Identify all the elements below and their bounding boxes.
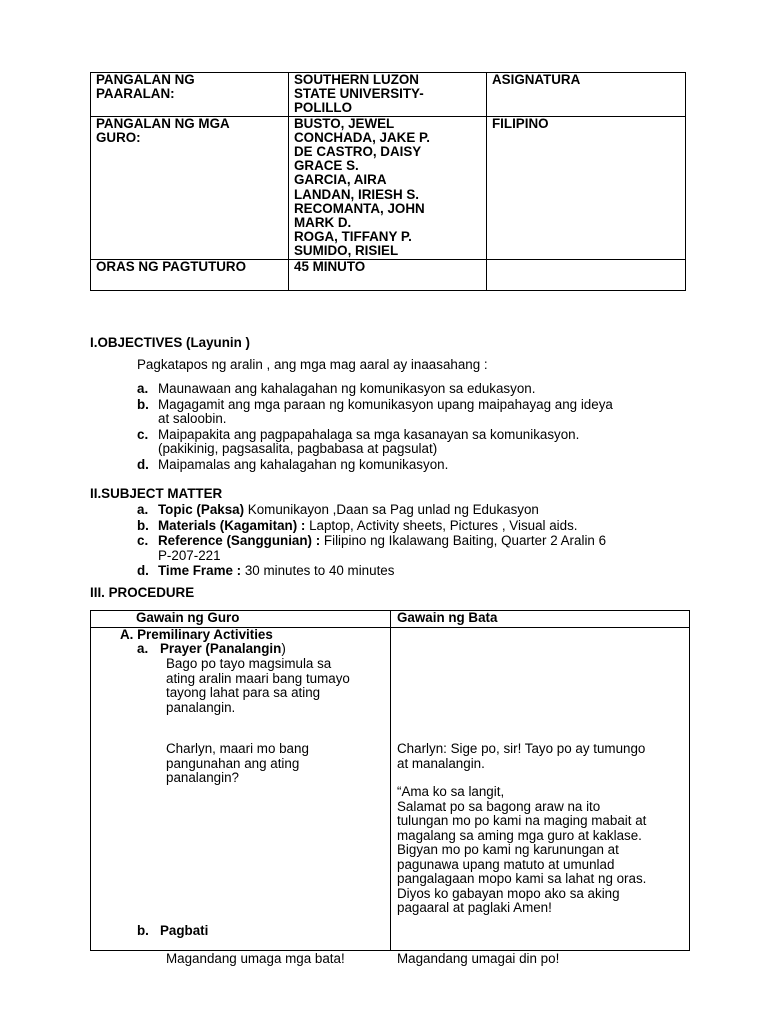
teacher-name: GRACE S. — [294, 158, 359, 174]
teacher-name: MARK D. — [294, 215, 352, 231]
list-marker: b. — [137, 396, 149, 412]
objectives-intro: Pagkatapos ng aralin , ang mga mag aaral ay inaasahang : — [137, 357, 488, 372]
student-prayer — [397, 785, 646, 916]
item-text: Komunikayon ,Daan sa Pag unlad ng Edukasyon — [244, 502, 539, 517]
list-text: Maipapakita ang pagpapahalaga sa mga kasanayan sa komunikasyon. — [158, 426, 580, 442]
list-item — [137, 519, 697, 534]
list-item — [137, 503, 697, 518]
teacher-name: DE CASTRO, DAISY — [294, 144, 422, 160]
text-line: Diyos ko gabayan mopo ako sa aking — [397, 885, 620, 901]
text-line: “Ama ko sa langit, — [397, 784, 505, 799]
item-text-cont: P-207-221 — [158, 547, 221, 563]
teachers-cell — [289, 116, 487, 259]
list-item — [137, 398, 697, 427]
item-label: Time Frame : — [158, 563, 242, 578]
school-label: PAARALAN: — [96, 86, 175, 102]
list-marker: a. — [137, 381, 149, 396]
time-label-cell — [91, 259, 289, 290]
text-line: Charlyn, maari mo bang — [166, 741, 309, 756]
teacher-name: ROGA, TIFFANY P. — [294, 229, 412, 245]
teacher-name: LANDAN, IRIESH S. — [294, 186, 419, 202]
subject-cell — [487, 116, 686, 259]
school-name: POLILLO — [294, 100, 353, 116]
school-label: PANGALAN NG — [96, 72, 195, 87]
student-greeting: Magandang umagai din po! — [397, 951, 560, 966]
prayer-label: Prayer (Panalangin — [160, 641, 282, 656]
teacher-prayer-intro — [166, 657, 350, 715]
teacher-activity-cell — [91, 627, 391, 966]
text-line: at manalangin. — [397, 755, 485, 771]
teacher-name: BUSTO, JEWEL — [294, 115, 395, 131]
item-text: Filipino ng Ikalawang Baiting, Quarter 2 Aralin 6 — [320, 533, 607, 548]
text-line: panalangin? — [166, 770, 239, 785]
teachers-label: GURO: — [96, 129, 141, 145]
section-a-title: A. Premilinary Activities — [120, 627, 273, 642]
school-name-cell — [289, 73, 487, 117]
text-line: Charlyn: Sige po, sir! Tayo po ay tumungo — [397, 741, 646, 756]
list-text: Maipamalas ang kahalagahan ng komunikasyon. — [158, 456, 449, 472]
prayer-heading — [160, 642, 286, 657]
prayer-paren: ) — [281, 641, 286, 656]
teachers-label-cell — [91, 116, 289, 259]
empty-cell — [487, 259, 686, 290]
text-line: tayong lahat para sa ating — [166, 685, 321, 700]
student-reply — [397, 742, 645, 771]
subject-value: FILIPINO — [492, 115, 549, 131]
item-text: 30 minutes to 40 minutes — [241, 563, 395, 578]
text-line: Bago po tayo magsimula sa — [166, 656, 332, 671]
subject-label: ASIGNATURA — [492, 72, 581, 87]
col-header-student: Gawain ng Bata — [391, 611, 690, 628]
list-text: at saloobin. — [158, 411, 227, 426]
list-text: Maunawaan ang kahalagahan ng komunikasyon sa edukasyon. — [158, 381, 536, 396]
text-line: Bigyan mo po kami ng karunungan at — [397, 842, 619, 857]
list-marker: a. — [137, 502, 149, 517]
procedure-heading: III. PROCEDURE — [90, 585, 195, 600]
item-label: Topic (Paksa) — [158, 502, 245, 517]
text-line: panalangin. — [166, 699, 236, 715]
teacher-greeting: Magandang umaga mga bata! — [166, 951, 345, 966]
school-label-cell — [91, 73, 289, 117]
list-item — [137, 564, 697, 579]
teachers-label: PANGALAN NG MGA — [96, 115, 230, 131]
list-marker: b. — [137, 517, 149, 533]
teacher-prayer-request — [166, 742, 309, 786]
subject-matter-list — [137, 503, 697, 579]
item-label: Materials (Kagamitan) : — [158, 517, 306, 533]
objectives-heading: I.OBJECTIVES (Layunin ) — [90, 335, 250, 350]
text-line: Salamat po sa bagong araw na ito — [397, 798, 601, 814]
item-text: Laptop, Activity sheets, Pictures , Visual aids. — [305, 517, 578, 533]
teacher-name: RECOMANTA, JOHN — [294, 200, 425, 216]
time-label: ORAS NG PAGTUTURO — [96, 258, 247, 274]
list-marker: c. — [137, 426, 149, 442]
objectives-list — [137, 382, 697, 473]
list-item — [137, 534, 697, 563]
text-line: pangalagaan mopo kami sa lahat ng oras. — [397, 871, 647, 886]
item-label: Reference (Sanggunian) : — [158, 533, 321, 548]
school-name: STATE UNIVERSITY- — [294, 86, 424, 102]
time-value-cell — [289, 259, 487, 290]
info-table — [90, 72, 686, 291]
student-activity-cell — [391, 628, 690, 966]
greeting-label: Pagbati — [160, 923, 209, 938]
subject-matter-heading: II.SUBJECT MATTER — [90, 486, 223, 501]
list-marker: d. — [137, 563, 149, 578]
list-marker: d. — [137, 456, 149, 472]
teacher-name: SUMIDO, RISIEL — [294, 243, 399, 259]
list-text: Magagamit ang mga paraan ng komunikasyon upang maipahayag ang ideya — [158, 396, 613, 412]
subject-label-cell — [487, 73, 686, 117]
school-name: SOUTHERN LUZON — [294, 72, 419, 87]
prayer-marker: a. — [137, 641, 149, 656]
col-header-teacher: Gawain ng Guro — [91, 611, 391, 628]
teacher-name: CONCHADA, JAKE P. — [294, 129, 430, 145]
text-line: ating aralin maari bang tumayo — [166, 670, 350, 686]
text-line: tulungan mo po kami na maging mabait at — [397, 813, 647, 828]
text-line: pagunawa upang matuto at umunlad — [397, 856, 615, 872]
list-marker: c. — [137, 533, 149, 548]
text-line: pangunahan ang ating — [166, 755, 300, 771]
greeting-marker: b. — [137, 923, 149, 938]
list-item — [137, 428, 697, 457]
procedure-table — [90, 610, 690, 966]
teacher-name: GARCIA, AIRA — [294, 172, 387, 188]
text-line: pagaaral at paglaki Amen! — [397, 900, 552, 915]
list-item — [137, 382, 697, 397]
list-item — [137, 458, 697, 473]
time-value: 45 MINUTO — [294, 258, 366, 274]
text-line: magalang sa aming mga guro at kaklase. — [397, 827, 642, 843]
list-text: (pakikinig, pagsasalita, pagbabasa at pagsulat) — [158, 441, 438, 456]
